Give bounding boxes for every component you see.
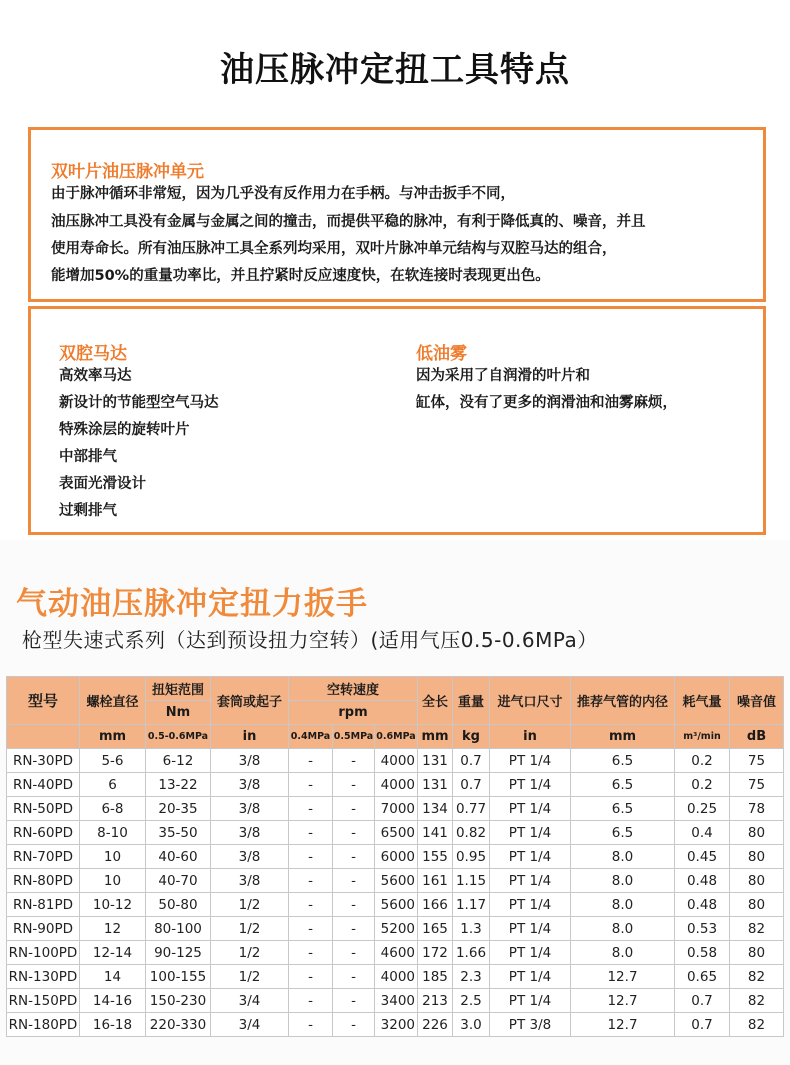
- cell-socket: 3/8: [211, 749, 289, 773]
- feature-list-item: 中部排气: [59, 449, 117, 465]
- feature-list-item: 新设计的节能型空气马达: [59, 395, 219, 411]
- cell-length: 131: [418, 749, 453, 773]
- cell-model: RN-60PD: [7, 821, 80, 845]
- cell-noise: 82: [730, 917, 784, 941]
- table-row: [7, 797, 784, 821]
- cell-inlet: PT 1/4: [490, 749, 571, 773]
- col-header-torque: 扭矩范围: [146, 677, 211, 701]
- cell-hose: 6.5: [571, 821, 675, 845]
- spec-table-body: [7, 749, 784, 1037]
- cell-inlet: PT 1/4: [490, 941, 571, 965]
- col-header-speed: 空转速度: [289, 677, 418, 701]
- cell-socket: 1/2: [211, 965, 289, 989]
- cell-bolt: 10: [80, 845, 146, 869]
- cell-model: RN-130PD: [7, 965, 80, 989]
- cell-inlet: PT 1/4: [490, 965, 571, 989]
- cell-s06: 5600: [375, 893, 418, 917]
- cell-length: 155: [418, 845, 453, 869]
- cell-noise: 75: [730, 749, 784, 773]
- cell-hose: 8.0: [571, 845, 675, 869]
- cell-model: RN-70PD: [7, 845, 80, 869]
- cell-noise: 78: [730, 797, 784, 821]
- cell-weight: 1.15: [453, 869, 490, 893]
- cell-length: 226: [418, 1013, 453, 1037]
- feature-box-motor-oil: [28, 306, 766, 535]
- cell-air: 0.48: [675, 869, 730, 893]
- cell-inlet: PT 1/4: [490, 821, 571, 845]
- cell-air: 0.2: [675, 773, 730, 797]
- cell-air: 0.7: [675, 1013, 730, 1037]
- page-title: 油压脉冲定扭工具特点: [220, 50, 570, 90]
- table-row: [7, 749, 784, 773]
- table-row: [7, 917, 784, 941]
- cell-torque: 20-35: [146, 797, 211, 821]
- cell-inlet: PT 1/4: [490, 773, 571, 797]
- cell-torque: 90-125: [146, 941, 211, 965]
- col-header-air: 耗气量: [675, 677, 730, 725]
- cell-inlet: PT 1/4: [490, 989, 571, 1013]
- table-row: [7, 773, 784, 797]
- cell-air: 0.48: [675, 893, 730, 917]
- cell-socket: 3/8: [211, 821, 289, 845]
- cell-torque: 50-80: [146, 893, 211, 917]
- cell-weight: 3.0: [453, 1013, 490, 1037]
- cell-hose: 6.5: [571, 773, 675, 797]
- cell-noise: 80: [730, 893, 784, 917]
- cell-hose: 8.0: [571, 917, 675, 941]
- cell-noise: 82: [730, 989, 784, 1013]
- cell-s04: -: [289, 965, 333, 989]
- col-header-noise: 噪音值: [730, 677, 784, 725]
- cell-s04: -: [289, 989, 333, 1013]
- feature-list-item: 高效率马达: [59, 368, 132, 384]
- cell-s05: -: [333, 941, 375, 965]
- cell-socket: 3/8: [211, 845, 289, 869]
- cell-bolt: 14: [80, 965, 146, 989]
- cell-model: RN-90PD: [7, 917, 80, 941]
- cell-bolt: 5-6: [80, 749, 146, 773]
- feature-text-line: 缸体，没有了更多的润滑油和油雾麻烦，: [416, 395, 677, 411]
- feature-list-item: 表面光滑设计: [59, 476, 146, 492]
- cell-socket: 3/8: [211, 869, 289, 893]
- cell-s05: -: [333, 821, 375, 845]
- cell-s05: -: [333, 845, 375, 869]
- col-header-length: 全长: [418, 677, 453, 725]
- cell-length: 134: [418, 797, 453, 821]
- cell-s05: -: [333, 893, 375, 917]
- col-header-torque-unit: Nm: [146, 701, 211, 725]
- cell-weight: 0.7: [453, 773, 490, 797]
- cell-air: 0.45: [675, 845, 730, 869]
- cell-s05: -: [333, 869, 375, 893]
- cell-model: RN-81PD: [7, 893, 80, 917]
- cell-s06: 5600: [375, 869, 418, 893]
- unit-cell: mm: [571, 725, 675, 749]
- cell-noise: 82: [730, 965, 784, 989]
- cell-s04: -: [289, 797, 333, 821]
- cell-model: RN-50PD: [7, 797, 80, 821]
- cell-hose: 6.5: [571, 797, 675, 821]
- unit-cell: kg: [453, 725, 490, 749]
- table-row: [7, 1013, 784, 1037]
- cell-s06: 3400: [375, 989, 418, 1013]
- feature-heading: 低油雾: [416, 344, 467, 364]
- cell-s04: -: [289, 893, 333, 917]
- feature-text-line: 能增加50%的重量功率比，并且拧紧时反应速度快，在软连接时表现更出色。: [51, 268, 550, 284]
- cell-length: 131: [418, 773, 453, 797]
- cell-inlet: PT 1/4: [490, 917, 571, 941]
- cell-weight: 0.82: [453, 821, 490, 845]
- cell-air: 0.7: [675, 989, 730, 1013]
- cell-weight: 1.3: [453, 917, 490, 941]
- cell-bolt: 6-8: [80, 797, 146, 821]
- cell-length: 213: [418, 989, 453, 1013]
- cell-bolt: 16-18: [80, 1013, 146, 1037]
- cell-hose: 12.7: [571, 1013, 675, 1037]
- cell-weight: 0.77: [453, 797, 490, 821]
- cell-s05: -: [333, 1013, 375, 1037]
- col-header-model: 型号: [7, 677, 80, 725]
- cell-air: 0.25: [675, 797, 730, 821]
- unit-cell: 0.6MPa: [375, 725, 418, 749]
- cell-inlet: PT 1/4: [490, 797, 571, 821]
- cell-socket: 3/8: [211, 797, 289, 821]
- col-header-speed-unit: rpm: [289, 701, 418, 725]
- cell-bolt: 10-12: [80, 893, 146, 917]
- cell-torque: 220-330: [146, 1013, 211, 1037]
- cell-socket: 3/4: [211, 989, 289, 1013]
- feature-heading: 双叶片油压脉冲单元: [51, 162, 204, 182]
- cell-inlet: PT 1/4: [490, 869, 571, 893]
- col-header-weight: 重量: [453, 677, 490, 725]
- cell-air: 0.4: [675, 821, 730, 845]
- product-section-subtitle: 枪型失速式系列（达到预设扭力空转）(适用气压0.5-0.6MPa）: [22, 628, 598, 652]
- cell-torque: 40-70: [146, 869, 211, 893]
- feature-text-line: 由于脉冲循环非常短，因为几乎没有反作用力在手柄。与冲击扳手不同，: [51, 186, 515, 202]
- cell-length: 166: [418, 893, 453, 917]
- cell-air: 0.2: [675, 749, 730, 773]
- cell-s05: -: [333, 917, 375, 941]
- cell-hose: 8.0: [571, 869, 675, 893]
- cell-model: RN-30PD: [7, 749, 80, 773]
- cell-air: 0.65: [675, 965, 730, 989]
- cell-noise: 80: [730, 869, 784, 893]
- cell-length: 165: [418, 917, 453, 941]
- feature-heading: 双腔马达: [59, 344, 127, 364]
- cell-noise: 75: [730, 773, 784, 797]
- cell-inlet: PT 1/4: [490, 845, 571, 869]
- cell-weight: 0.7: [453, 749, 490, 773]
- cell-s05: -: [333, 965, 375, 989]
- cell-s04: -: [289, 749, 333, 773]
- cell-weight: 2.3: [453, 965, 490, 989]
- cell-hose: 12.7: [571, 965, 675, 989]
- cell-bolt: 10: [80, 869, 146, 893]
- cell-bolt: 6: [80, 773, 146, 797]
- feature-list-item: 特殊涂层的旋转叶片: [59, 422, 190, 438]
- cell-model: RN-150PD: [7, 989, 80, 1013]
- spec-table: [6, 676, 784, 1037]
- cell-socket: 1/2: [211, 917, 289, 941]
- unit-cell: [7, 725, 80, 749]
- cell-s05: -: [333, 797, 375, 821]
- cell-s04: -: [289, 773, 333, 797]
- cell-model: RN-100PD: [7, 941, 80, 965]
- cell-bolt: 8-10: [80, 821, 146, 845]
- cell-s06: 7000: [375, 797, 418, 821]
- cell-hose: 12.7: [571, 989, 675, 1013]
- cell-torque: 80-100: [146, 917, 211, 941]
- cell-weight: 1.66: [453, 941, 490, 965]
- cell-torque: 40-60: [146, 845, 211, 869]
- cell-length: 141: [418, 821, 453, 845]
- unit-cell: 0.4MPa: [289, 725, 333, 749]
- cell-hose: 6.5: [571, 749, 675, 773]
- cell-model: RN-180PD: [7, 1013, 80, 1037]
- table-unit-row: [7, 725, 784, 749]
- cell-s06: 3200: [375, 1013, 418, 1037]
- cell-s06: 5200: [375, 917, 418, 941]
- cell-bolt: 12: [80, 917, 146, 941]
- unit-cell: 0.5-0.6MPa: [146, 725, 211, 749]
- product-section-title: 气动油压脉冲定扭力扳手: [16, 586, 368, 622]
- cell-s05: -: [333, 773, 375, 797]
- cell-socket: 3/8: [211, 773, 289, 797]
- cell-weight: 1.17: [453, 893, 490, 917]
- cell-s06: 4600: [375, 941, 418, 965]
- cell-noise: 80: [730, 845, 784, 869]
- cell-torque: 150-230: [146, 989, 211, 1013]
- cell-s04: -: [289, 821, 333, 845]
- feature-text-line: 因为采用了自润滑的叶片和: [416, 368, 590, 384]
- col-header-inlet: 进气口尺寸: [490, 677, 571, 725]
- cell-s06: 6500: [375, 821, 418, 845]
- cell-s04: -: [289, 917, 333, 941]
- cell-torque: 13-22: [146, 773, 211, 797]
- unit-cell: 0.5MPa: [333, 725, 375, 749]
- feature-box-pulse-unit: [28, 127, 766, 302]
- cell-model: RN-80PD: [7, 869, 80, 893]
- cell-s05: -: [333, 989, 375, 1013]
- table-row: [7, 869, 784, 893]
- feature-text-line: 使用寿命长。所有油压脉冲工具全系列均采用，双叶片脉冲单元结构与双腔马达的组合，: [51, 241, 617, 257]
- cell-bolt: 14-16: [80, 989, 146, 1013]
- col-header-socket: 套筒或起子: [211, 677, 289, 725]
- table-row: [7, 845, 784, 869]
- feature-text-line: 油压脉冲工具没有金属与金属之间的撞击，而提供平稳的脉冲，有利于降低真的、噪音，并且: [51, 214, 646, 230]
- unit-cell: mm: [80, 725, 146, 749]
- cell-hose: 8.0: [571, 893, 675, 917]
- table-row: [7, 821, 784, 845]
- cell-hose: 8.0: [571, 941, 675, 965]
- table-header-row: [7, 677, 784, 701]
- cell-s06: 6000: [375, 845, 418, 869]
- cell-socket: 1/2: [211, 941, 289, 965]
- cell-s04: -: [289, 869, 333, 893]
- cell-torque: 6-12: [146, 749, 211, 773]
- cell-s06: 4000: [375, 773, 418, 797]
- cell-air: 0.53: [675, 917, 730, 941]
- cell-s04: -: [289, 845, 333, 869]
- cell-s04: -: [289, 1013, 333, 1037]
- unit-cell: mm: [418, 725, 453, 749]
- cell-s05: -: [333, 749, 375, 773]
- table-row: [7, 965, 784, 989]
- table-row: [7, 941, 784, 965]
- col-header-hose: 推荐气管的内径: [571, 677, 675, 725]
- cell-air: 0.58: [675, 941, 730, 965]
- cell-noise: 80: [730, 941, 784, 965]
- cell-model: RN-40PD: [7, 773, 80, 797]
- cell-bolt: 12-14: [80, 941, 146, 965]
- unit-cell: dB: [730, 725, 784, 749]
- cell-length: 161: [418, 869, 453, 893]
- unit-cell: m³/min: [675, 725, 730, 749]
- table-row: [7, 989, 784, 1013]
- cell-noise: 82: [730, 1013, 784, 1037]
- cell-noise: 80: [730, 821, 784, 845]
- cell-torque: 100-155: [146, 965, 211, 989]
- cell-s04: -: [289, 941, 333, 965]
- cell-torque: 35-50: [146, 821, 211, 845]
- cell-length: 185: [418, 965, 453, 989]
- feature-list-item: 过剩排气: [59, 503, 117, 519]
- cell-inlet: PT 3/8: [490, 1013, 571, 1037]
- cell-length: 172: [418, 941, 453, 965]
- cell-weight: 0.95: [453, 845, 490, 869]
- table-row: [7, 893, 784, 917]
- unit-cell: in: [490, 725, 571, 749]
- cell-weight: 2.5: [453, 989, 490, 1013]
- cell-socket: 1/2: [211, 893, 289, 917]
- col-header-bolt: 螺栓直径: [80, 677, 146, 725]
- unit-cell: in: [211, 725, 289, 749]
- cell-socket: 3/4: [211, 1013, 289, 1037]
- cell-inlet: PT 1/4: [490, 893, 571, 917]
- cell-s06: 4000: [375, 965, 418, 989]
- cell-s06: 4000: [375, 749, 418, 773]
